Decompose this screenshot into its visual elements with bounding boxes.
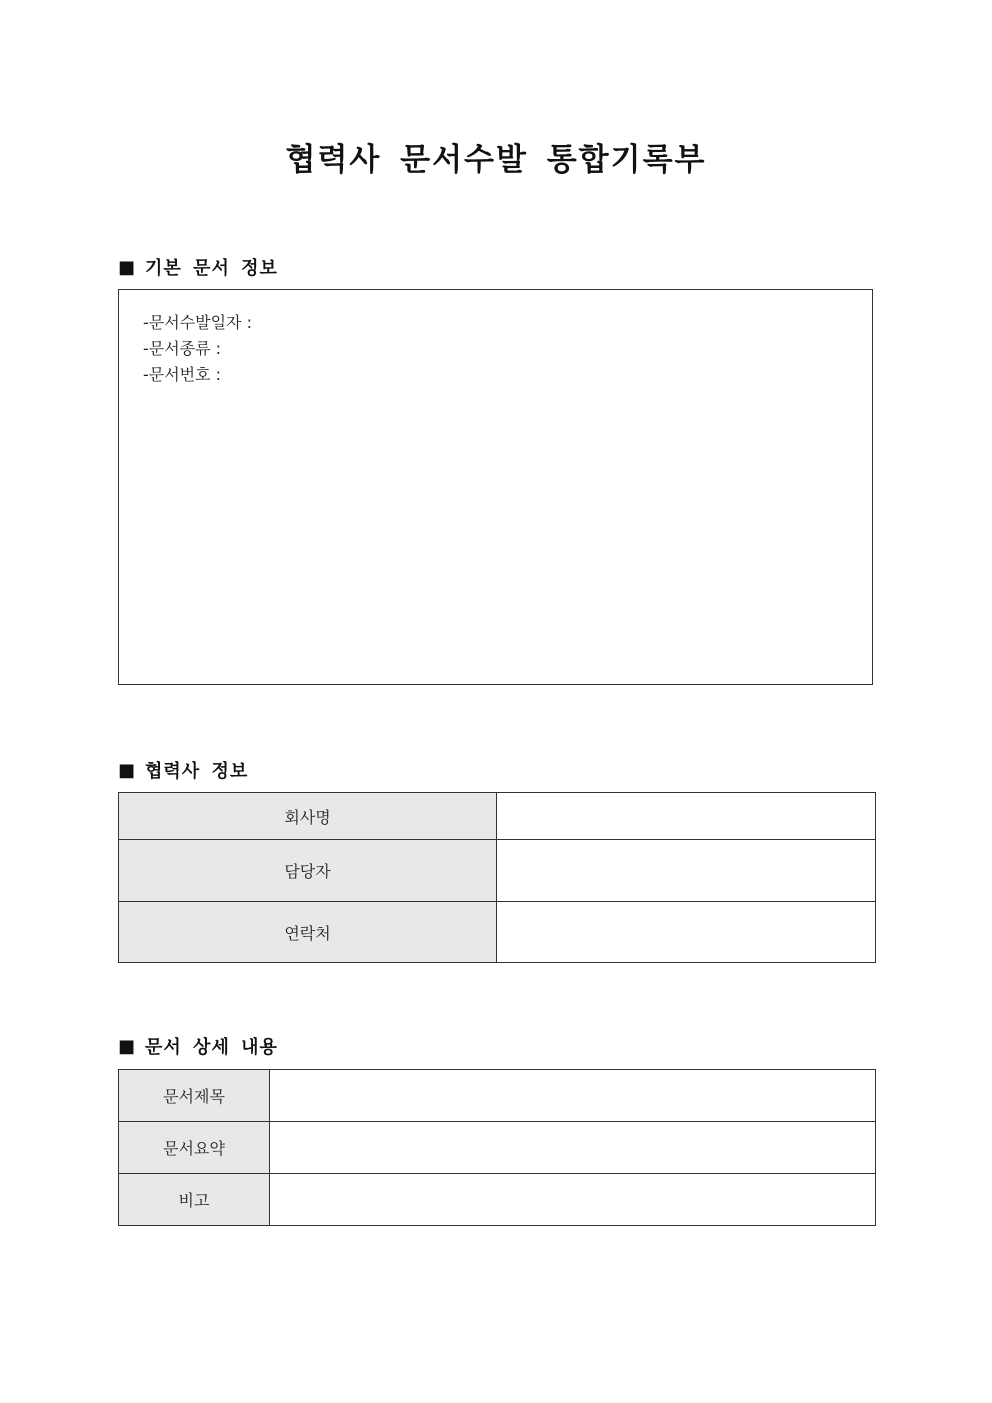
section-heading-label: 문서 상세 내용 bbox=[145, 1037, 278, 1058]
table-row bbox=[119, 1070, 876, 1122]
partner-info-table bbox=[118, 792, 876, 963]
square-bullet-icon: ■ bbox=[118, 759, 137, 781]
phone-field[interactable] bbox=[497, 902, 876, 963]
square-bullet-icon: ■ bbox=[118, 1035, 137, 1057]
square-bullet-icon: ■ bbox=[118, 256, 137, 278]
section-heading-doc-details bbox=[118, 1033, 278, 1059]
phone-label: 연락처 bbox=[119, 902, 497, 963]
contact-person-field[interactable] bbox=[497, 840, 876, 902]
doc-number-line: -문서번호 : bbox=[143, 365, 222, 384]
table-row bbox=[119, 1122, 876, 1174]
doc-details-table bbox=[118, 1069, 876, 1226]
section-heading-label: 기본 문서 정보 bbox=[145, 258, 278, 279]
section-heading-label: 협력사 정보 bbox=[145, 761, 249, 782]
table-row bbox=[119, 793, 876, 840]
section-heading-partner-info bbox=[118, 757, 248, 783]
doc-type-line: -문서종류 : bbox=[143, 339, 222, 358]
table-row bbox=[119, 840, 876, 902]
doc-summary-label: 문서요약 bbox=[119, 1122, 270, 1174]
table-row bbox=[119, 1174, 876, 1226]
basic-info-box[interactable] bbox=[118, 289, 873, 685]
company-name-label: 회사명 bbox=[119, 793, 497, 840]
section-heading-basic-info bbox=[118, 254, 278, 280]
contact-person-label: 담당자 bbox=[119, 840, 497, 902]
remarks-field[interactable] bbox=[270, 1174, 876, 1226]
doc-title-field[interactable] bbox=[270, 1070, 876, 1122]
doc-summary-field[interactable] bbox=[270, 1122, 876, 1174]
document-title: 협력사 문서수발 통합기록부 bbox=[285, 142, 707, 178]
doc-title-label: 문서제목 bbox=[119, 1070, 270, 1122]
remarks-label: 비고 bbox=[119, 1174, 270, 1226]
table-row bbox=[119, 902, 876, 963]
company-name-field[interactable] bbox=[497, 793, 876, 840]
doc-date-line: -문서수발일자 : bbox=[143, 313, 252, 332]
